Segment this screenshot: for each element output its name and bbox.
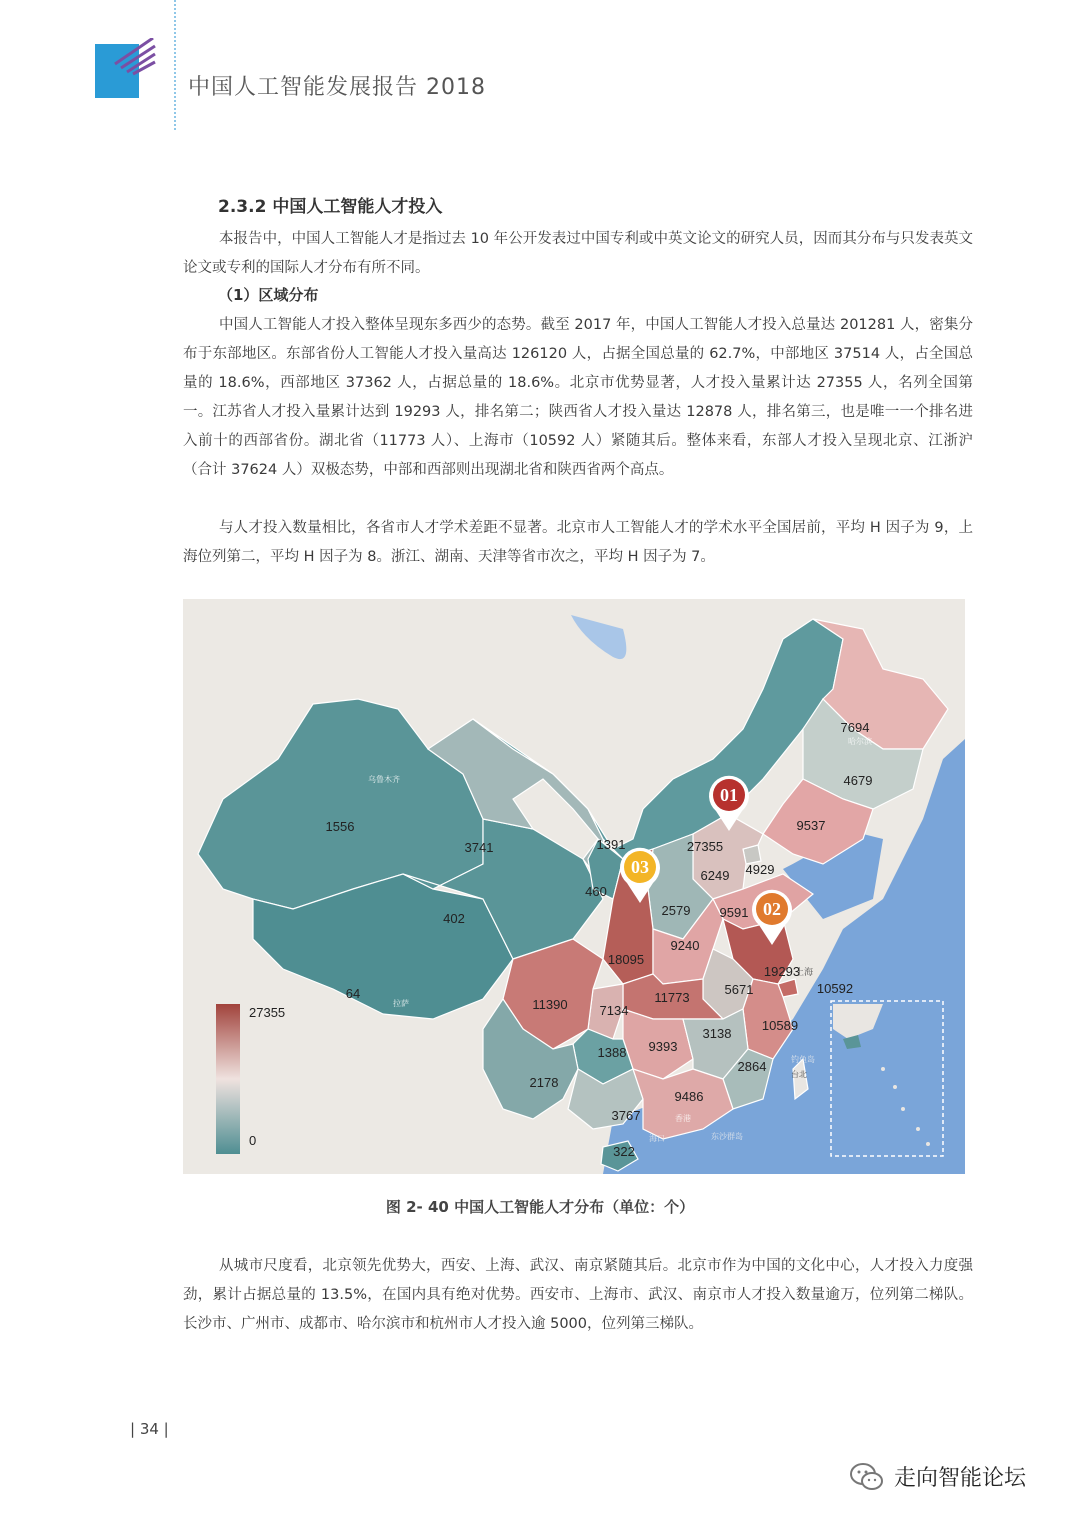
value-label-inner-mongolia: 1391 bbox=[596, 837, 626, 852]
city-diaoyu: 钓鱼岛 bbox=[791, 1055, 815, 1064]
regional-paragraph: 中国人工智能人才投入整体呈现东多西少的态势。截至 2017 年，中国人工智能人才投入总量达 201281 人，密集分布于东部地区。东部省份人工智能人才投入量高达 126120 人，占据全国总量的 62.7%，中部地区 37514 人，占全国总量的 18.6%，西部地区 37362 人，占据总量的 18.6%。北京市优势显著，人才投入量累计达 27355 人，名列全国第一。江苏省人才投入量累计达到 19293 人，排名第二；陕西省人才投入量达 12878 人，排名第三，也是唯一一个排名进入前十的西部省份。湖北省（11773 人）、上海市（10592 人）紧随其后。整体来看，东部人才投入呈现北京、江浙沪（合计 37624 人）双极态势，中部和西部则出现湖北省和陕西省两个高点。 bbox=[183, 317, 973, 478]
value-label-guangxi: 3767 bbox=[611, 1108, 641, 1123]
value-label-chongqing: 7134 bbox=[599, 1003, 629, 1018]
value-label-gansu: 3741 bbox=[464, 840, 494, 855]
city-paragraph: 从城市尺度看，北京领先优势大，西安、上海、武汉、南京紧随其后。北京市作为中国的文化中心，人才投入力度强劲，累计占据总量的 13.5%，在国内具有绝对优势。西安市、上海市、武汉、南京市人才投入数量逾万，位列第二梯队。长沙市、广州市、成都市、哈尔滨市和杭州市人才投入逾 5000，位列第三梯队。 bbox=[183, 1258, 973, 1332]
value-label-tianjin: 4929 bbox=[745, 862, 775, 877]
value-label-fujian: 2864 bbox=[737, 1059, 767, 1074]
svg-text:01: 01 bbox=[720, 785, 738, 805]
value-label-sichuan: 11390 bbox=[532, 997, 568, 1012]
value-label-ningxia: 460 bbox=[585, 884, 607, 899]
value-label-guizhou: 1388 bbox=[597, 1045, 627, 1060]
wechat-brand bbox=[850, 1461, 1026, 1492]
value-label-jiangxi: 3138 bbox=[702, 1026, 732, 1041]
value-label-yunnan: 2178 bbox=[529, 1075, 559, 1090]
svg-text:02: 02 bbox=[763, 899, 781, 919]
value-label-hubei: 11773 bbox=[654, 990, 690, 1005]
report-logo bbox=[95, 38, 157, 100]
talent-distribution-map bbox=[183, 599, 965, 1174]
svg-text:03: 03 bbox=[631, 857, 649, 877]
value-label-jilin: 4679 bbox=[843, 773, 873, 788]
value-label-xinjiang: 1556 bbox=[325, 819, 355, 834]
value-label-liaoning: 9537 bbox=[796, 818, 826, 833]
value-label-shanghai: 10592 bbox=[816, 981, 854, 996]
city-harbin: 哈尔滨 bbox=[848, 737, 872, 746]
city-hongkong: 香港 bbox=[675, 1114, 691, 1123]
value-label-jiangsu: 19293 bbox=[763, 964, 801, 979]
city-taibei: 台北 bbox=[791, 1070, 807, 1079]
value-label-shaanxi: 18095 bbox=[607, 952, 645, 967]
value-label-anhui: 5671 bbox=[724, 982, 754, 997]
value-label-guangdong: 9486 bbox=[674, 1089, 704, 1104]
value-label-zhejiang: 10589 bbox=[761, 1018, 799, 1033]
value-label-henan: 9240 bbox=[670, 938, 700, 953]
value-label-beijing: 27355 bbox=[686, 839, 724, 854]
city-haikou: 海口 bbox=[649, 1134, 665, 1143]
value-label-tibet: 64 bbox=[345, 986, 361, 1001]
intro-paragraph: 本报告中，中国人工智能人才是指过去 10 年公开发表过中国专利或中英文论文的研究人员，因而其分布与只发表英文论文或专利的国际人才分布有所不同。 bbox=[183, 231, 973, 276]
report-title: 中国人工智能发展报告 2018 bbox=[188, 75, 486, 100]
section-title: 2.3.2 中国人工智能人才投入 bbox=[218, 197, 443, 217]
value-label-heilongjiang: 7694 bbox=[840, 720, 870, 735]
city-shanghai: 上海 bbox=[795, 968, 814, 978]
page-number: | 34 | bbox=[130, 1420, 169, 1438]
brand-name: 走向智能论坛 bbox=[894, 1466, 1027, 1491]
value-label-hainan: 322 bbox=[613, 1144, 635, 1159]
figure-caption: 图 2- 40 中国人工智能人才分布（单位：个） bbox=[385, 1198, 695, 1216]
city-urumqi: 乌鲁木齐 bbox=[368, 775, 400, 784]
value-label-shandong: 9591 bbox=[719, 905, 749, 920]
value-label-qinghai: 402 bbox=[443, 911, 465, 926]
value-label-hunan: 9393 bbox=[648, 1039, 678, 1054]
wechat-icon bbox=[850, 1463, 884, 1491]
city-dongsha: 东沙群岛 bbox=[711, 1132, 743, 1141]
value-label-shanxi: 2579 bbox=[661, 903, 691, 918]
value-label-hebei: 6249 bbox=[700, 868, 730, 883]
subheading-regional: （1）区域分布 bbox=[218, 286, 319, 304]
legend-max: 27355 bbox=[249, 1005, 286, 1020]
legend-min: 0 bbox=[249, 1133, 257, 1148]
legend-bar bbox=[216, 1004, 240, 1154]
south-china-sea-inset bbox=[831, 1001, 943, 1156]
academic-paragraph: 与人才投入数量相比，各省市人才学术差距不显著。北京市人工智能人才的学术水平全国居前，平均 H 因子为 9，上海位列第二，平均 H 因子为 8。浙江、湖南、天津等省市次之，平均 H 因子为 7。 bbox=[183, 520, 973, 565]
header-divider bbox=[174, 0, 176, 130]
city-lhasa: 拉萨 bbox=[393, 999, 409, 1008]
